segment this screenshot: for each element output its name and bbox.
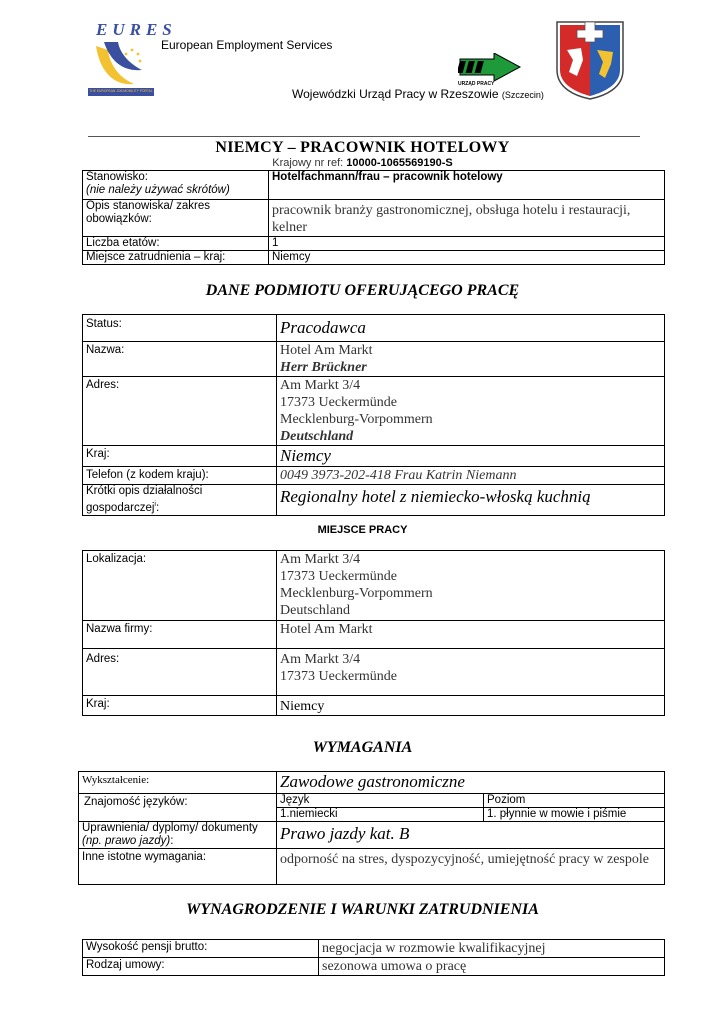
eures-logo [88, 20, 177, 102]
stanowisko-value: Hotelfachmann/frau – pracownik hotelowy [269, 171, 665, 200]
workplace-kraj-label: Kraj: [83, 696, 277, 716]
telefon-label: Telefon (z kodem kraju): [83, 467, 277, 485]
eures-logo-text: EURES [96, 20, 177, 39]
office-name-text: Wojewódzki Urząd Pracy w Rzeszowie [292, 87, 499, 101]
opis-colon: : [155, 501, 160, 514]
adres-line-3: Mecklenburg-Vorpommern [280, 412, 433, 427]
inne-value: odporność na stres, dyspozycyjność, umiejętność pracy w zespole [277, 849, 665, 885]
lok-line-1: Am Markt 3/4 [280, 552, 361, 567]
stanowisko-label-cell [83, 171, 269, 200]
nazwa-cell [277, 342, 665, 377]
uprawnienia-value: Prawo jazdy kat. B [277, 822, 665, 849]
job-table [82, 170, 665, 265]
eures-logo-tagline: THE EUROPEAN JOB MOBILITY PORTAL [89, 89, 153, 93]
uprawnienia-colon: : [170, 835, 174, 847]
adres-label: Adres: [83, 377, 277, 446]
requirements-heading: WYMAGANIA [312, 739, 413, 756]
wyksztalcenie-value: Zawodowe gastronomiczne [277, 772, 665, 794]
etaty-label: Liczba etatów: [83, 237, 269, 251]
page-title: NIEMCY – PRACOWNIK HOTELOWY [215, 139, 510, 156]
poziom-value: 1. płynnie w mowie i piśmie [484, 808, 665, 822]
miejsce-label: Miejsce zatrudnienia – kraj: [83, 251, 269, 265]
adres-line-4: Deutschland [280, 429, 354, 444]
ref-label: Krajowy nr ref: [272, 157, 344, 169]
umowa-label: Rodzaj umowy: [83, 958, 319, 976]
poziom-header: Poziom [484, 794, 665, 808]
lokalizacja-cell [277, 551, 665, 621]
urzad-logo-text: URZĄD PRACY [458, 81, 495, 87]
office-name [292, 87, 544, 101]
uprawnienia-note-line [82, 835, 273, 848]
lok-line-3: Mecklenburg-Vorpommern [280, 586, 433, 601]
opis-value: pracownik branży gastronomicznej, obsługa hotelu i restauracji, kelner [269, 200, 665, 237]
pensja-value: negocjacja w rozmowie kwalifikacyjnej [319, 940, 665, 958]
firma-label: Nazwa firmy: [83, 621, 277, 649]
requirements-table [78, 771, 665, 885]
adres-line-1: Am Markt 3/4 [280, 378, 361, 393]
workplace-adres-line-2: 17373 Ueckermünde [280, 669, 398, 684]
salary-table [82, 939, 665, 976]
adres-cell [277, 377, 665, 446]
stanowisko-note: (nie należy używać skrótów) [86, 184, 230, 196]
stanowisko-label: Stanowisko: [86, 171, 149, 183]
uprawnienia-label [79, 822, 277, 849]
urzad-pracy-logo [458, 53, 522, 89]
opis-dzialalnosci-label [83, 485, 277, 516]
coat-of-arms [555, 20, 625, 100]
kraj-value: Niemcy [277, 446, 665, 467]
telefon-value: 0049 3973-202-418 Frau Katrin Niemann [277, 467, 665, 485]
ref-number: 10000-1065569190-S [346, 157, 453, 169]
adres-line-2: 17373 Ueckermünde [280, 395, 398, 410]
lokalizacja-label: Lokalizacja: [83, 551, 277, 621]
etaty-value: 1 [269, 237, 665, 251]
nazwa-value: Hotel Am Markt [280, 343, 373, 358]
opis-dzialalnosci-text: Krótki opis działalności gospodarczej [86, 485, 203, 514]
jezyk-value: 1.niemiecki [277, 808, 484, 822]
reference-line [0, 157, 725, 169]
jezyk-header: Język [277, 794, 484, 808]
opis-dzialalnosci-value: Regionalny hotel z niemiecko-włoską kuchnią [277, 485, 665, 516]
status-value: Pracodawca [277, 315, 665, 342]
employer-heading: DANE PODMIOTU OFERUJĄCEGO PRACĘ [205, 282, 520, 299]
workplace-table [82, 550, 665, 716]
salary-heading: WYNAGRODZENIE I WARUNKI ZATRUDNIENIA [186, 901, 539, 918]
employer-table [82, 314, 665, 516]
workplace-adres-line-1: Am Markt 3/4 [280, 652, 361, 667]
uprawnienia-text: Uprawnienia/ dyplomy/ dokumenty [82, 822, 258, 834]
status-label: Status: [83, 315, 277, 342]
coat-of-arms-icon [555, 20, 625, 100]
firma-value: Hotel Am Markt [277, 621, 665, 649]
kraj-label: Kraj: [83, 446, 277, 467]
org-name: European Employment Services [161, 38, 333, 52]
lok-line-2: 17373 Ueckermünde [280, 569, 398, 584]
lok-line-4: Deutschland [280, 603, 350, 618]
header-divider [88, 136, 640, 137]
miejsce-value: Niemcy [269, 251, 665, 265]
inne-label: Inne istotne wymagania: [79, 849, 277, 885]
office-city: (Szczecin) [501, 90, 544, 100]
workplace-kraj-value: Niemcy [277, 696, 665, 716]
uprawnienia-note: (np. prawo jazdy) [82, 835, 171, 847]
nazwa-label: Nazwa: [83, 342, 277, 377]
workplace-adres-label: Adres: [83, 649, 277, 696]
nazwa-person: Herr Brückner [280, 360, 367, 375]
workplace-adres-cell [277, 649, 665, 696]
workplace-heading: MIEJSCE PRACY [317, 524, 408, 536]
wyksztalcenie-label: Wykształcenie: [79, 772, 277, 794]
opis-label: Opis stanowiska/ zakres obowiązków: [83, 200, 269, 237]
umowa-value: sezonowa umowa o pracę [319, 958, 665, 976]
pensja-label: Wysokość pensji brutto: [83, 940, 319, 958]
jezyki-label: Znajomość języków: [79, 794, 277, 822]
footnote-marker: i [154, 501, 156, 508]
